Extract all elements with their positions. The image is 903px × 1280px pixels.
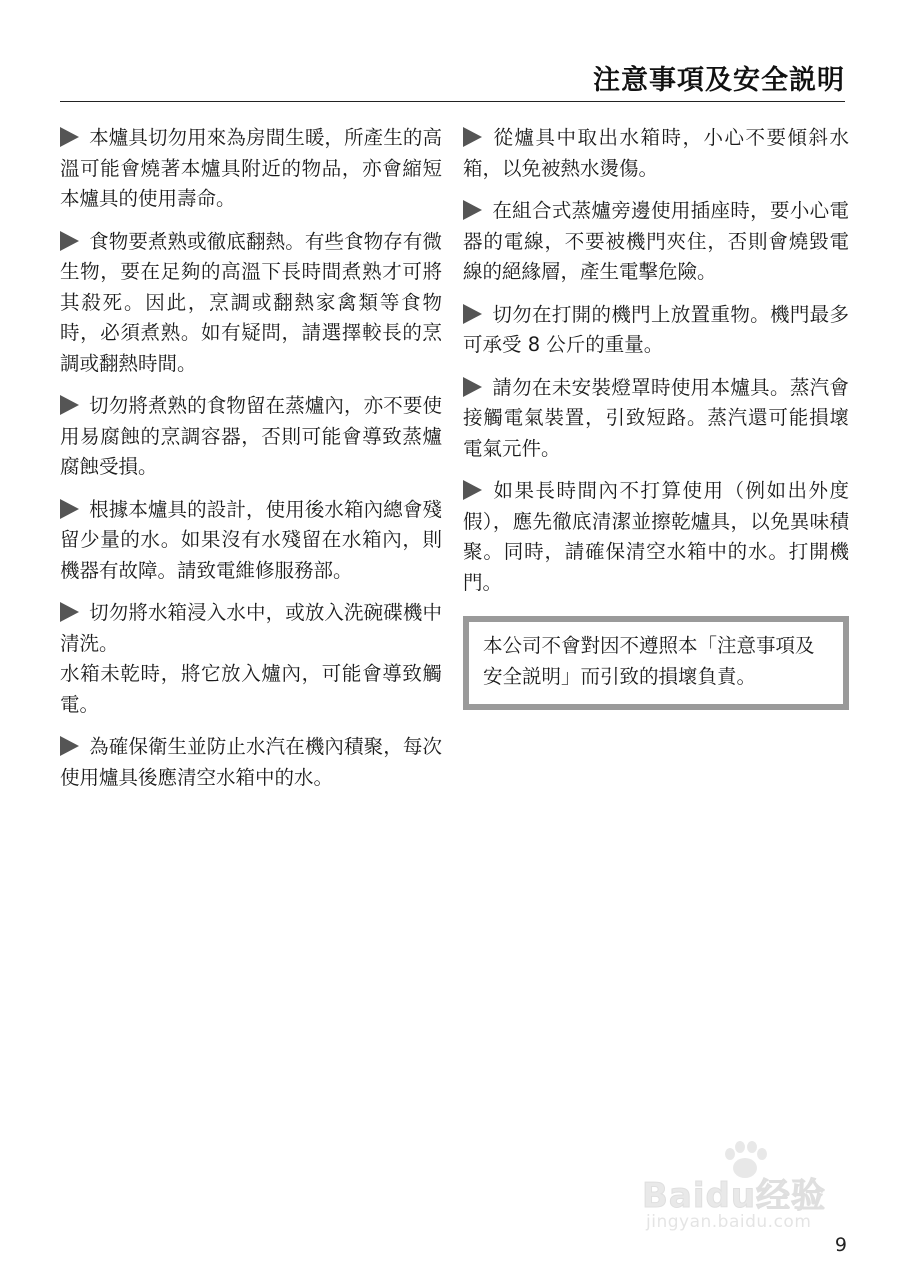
- safety-item-text: [60, 391, 442, 483]
- safety-item: [463, 123, 849, 184]
- safety-item: [463, 476, 849, 598]
- safety-item: [463, 300, 849, 361]
- safety-item-text: [60, 227, 442, 380]
- disclaimer-text: 本公司不會對因不遵照本「注意事項及安全説明」而引致的損壞負責。: [483, 634, 815, 688]
- safety-item-line: 本爐具切勿用來為房間生暖，所產生的高溫可能會燒著本爐具附近的物品，亦會縮短本爐具的使用壽命。: [60, 126, 442, 210]
- safety-item-text: [60, 732, 442, 793]
- safety-item: [60, 495, 442, 587]
- safety-item-line: 請勿在未安裝燈罩時使用本爐具。蒸汽會接觸電氣裝置，引致短路。蒸汽還可能損壞電氣元件。: [463, 375, 849, 460]
- watermark-brand: Baidu经验: [642, 1176, 827, 1216]
- triangle-right-icon: [60, 499, 79, 519]
- safety-item: [60, 227, 442, 380]
- watermark-url: jingyan.baidu.com: [646, 1212, 812, 1232]
- safety-item-text: [60, 123, 442, 215]
- page-number: 9: [834, 1234, 847, 1256]
- watermark-logo: [640, 1140, 855, 1240]
- safety-item-text: [463, 123, 849, 184]
- safety-item-line: 為確保衛生並防止水汽在機內積聚，每次使用爐具後應清空水箱中的水。: [60, 735, 442, 789]
- safety-item: [60, 391, 442, 483]
- safety-item: [463, 196, 849, 288]
- safety-item-line: 根據本爐具的設計，使用後水箱內總會殘留少量的水。如果沒有水殘留在水箱內，則機器有故障。請致電維修服務部。: [60, 497, 442, 582]
- safety-item: [463, 373, 849, 465]
- triangle-right-icon: [463, 127, 482, 147]
- safety-item-line: 如果長時間內不打算使用（例如出外度假），應先徹底清潔並擦乾爐具，以免異味積聚。同時，請確保清空水箱中的水。打開機門。: [463, 479, 849, 594]
- safety-item-line: 在組合式蒸爐旁邊使用插座時，要小心電器的電線，不要被機門夾住，否則會燒毀電線的絕緣層，產生電擊危險。: [463, 199, 849, 283]
- safety-item-line: 從爐具中取出水箱時，小心不要傾斜水箱，以免被熱水燙傷。: [463, 126, 849, 180]
- safety-item-line: 切勿將煮熟的食物留在蒸爐內，亦不要使用易腐蝕的烹調容器，否則可能會導致蒸爐腐蝕受損。: [60, 394, 442, 478]
- safety-item: [60, 598, 442, 720]
- safety-item-line: 切勿在打開的機門上放置重物。機門最多可承受 8 公斤的重量。: [463, 302, 849, 356]
- disclaimer-box: [463, 616, 849, 710]
- triangle-right-icon: [60, 231, 79, 251]
- safety-item-text: [463, 196, 849, 288]
- triangle-right-icon: [60, 602, 79, 622]
- triangle-right-icon: [60, 395, 79, 415]
- safety-item: [60, 123, 442, 215]
- safety-item-text: [60, 659, 442, 720]
- safety-item-text: [463, 476, 849, 598]
- triangle-right-icon: [463, 480, 482, 500]
- safety-item-text: [60, 598, 442, 659]
- triangle-right-icon: [60, 127, 79, 147]
- safety-item-text: [463, 373, 849, 465]
- safety-item-text: [60, 495, 442, 587]
- triangle-right-icon: [463, 377, 482, 397]
- safety-item-line: 食物要煮熟或徹底翻熱。有些食物存有微生物，要在足夠的高溫下長時間煮熟才可將其殺死。因此，烹調或翻熱家禽類等食物時，必須煮熟。如有疑問，請選擇較長的烹調或翻熱時間。: [60, 229, 442, 375]
- safety-item-line: 切勿將水箱浸入水中，或放入洗碗碟機中清洗。: [60, 601, 442, 655]
- safety-item: [60, 732, 442, 793]
- safety-item-line: 水箱未乾時，將它放入爐內，可能會導致觸電。: [60, 662, 442, 716]
- safety-item-text: [463, 300, 849, 361]
- title-rule: [60, 101, 845, 102]
- triangle-right-icon: [463, 200, 482, 220]
- page-title: 注意事項及安全説明: [593, 65, 845, 96]
- triangle-right-icon: [463, 304, 482, 324]
- right-column: [463, 123, 849, 710]
- left-column: [60, 123, 442, 805]
- triangle-right-icon: [60, 736, 79, 756]
